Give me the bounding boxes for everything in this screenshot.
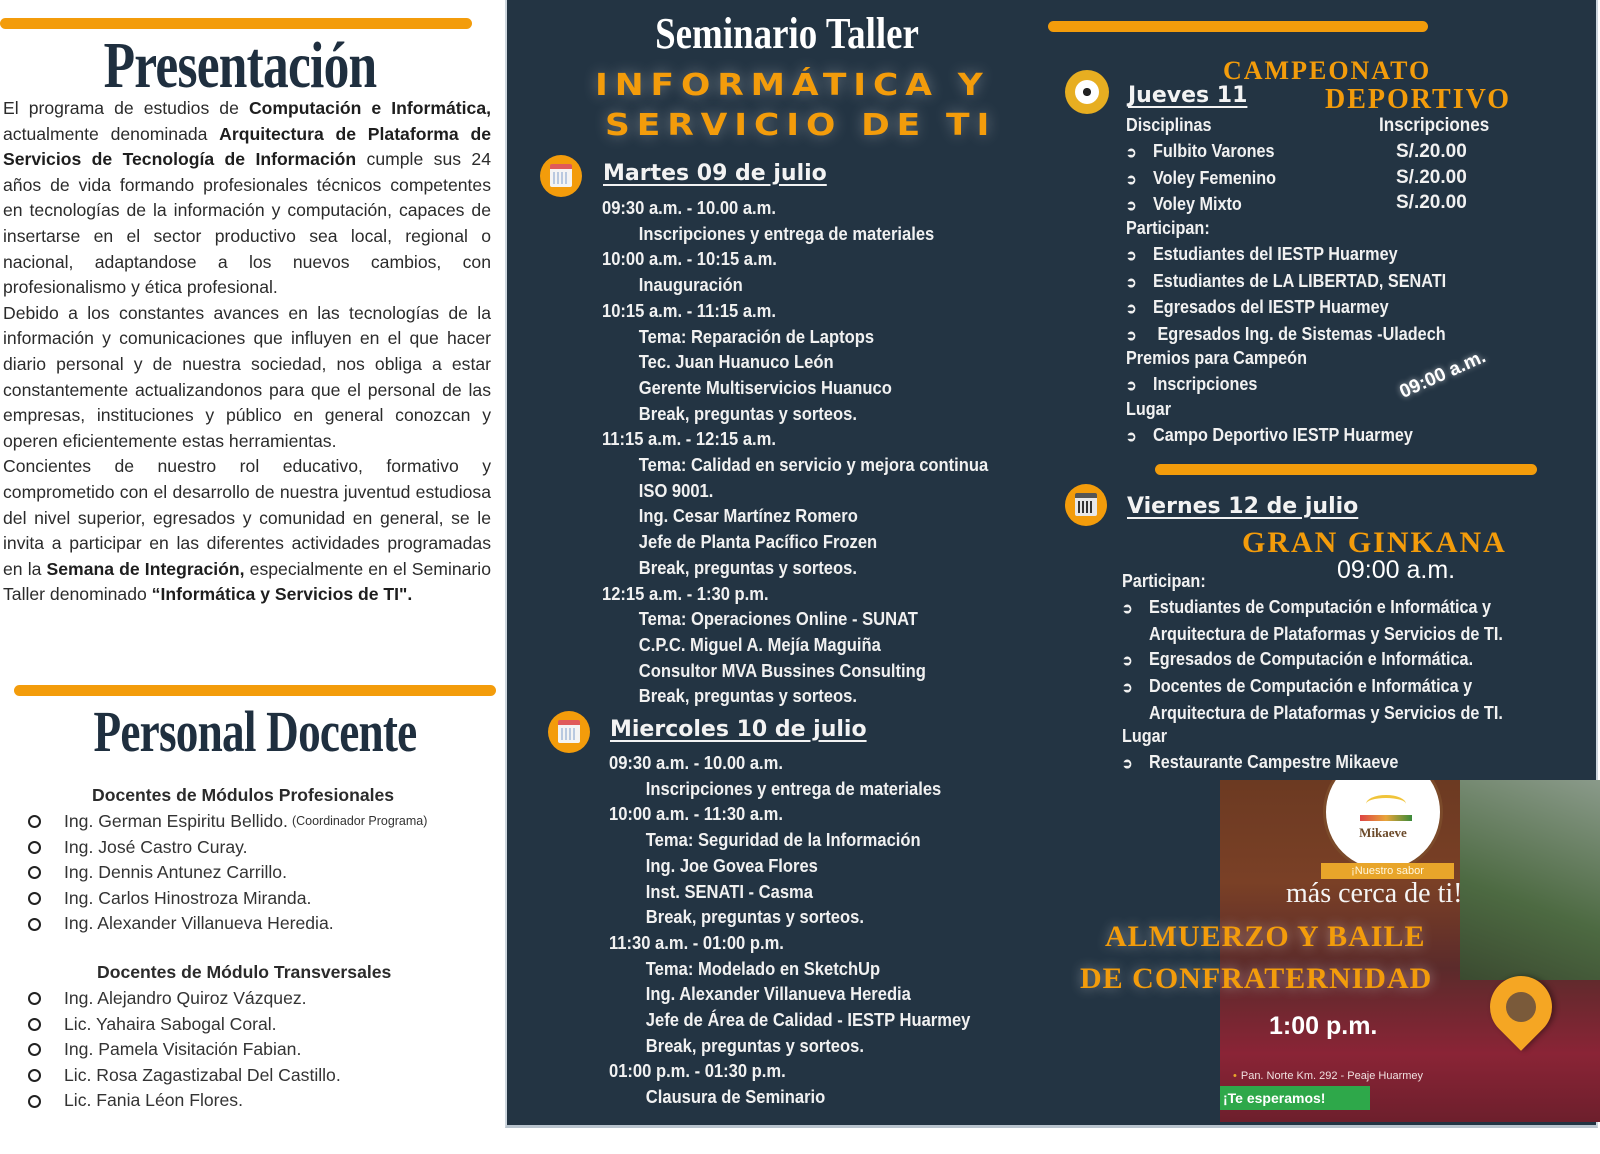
schedule-detail: Tema: Operaciones Online - SUNAT: [638, 609, 918, 630]
docente-name: Ing. Carlos Hinostroza Miranda.: [64, 887, 312, 908]
docente-name: Ing. Pamela Visitación Fabian.: [64, 1039, 302, 1060]
miercoles-schedule: [609, 751, 1002, 1111]
left-column: [0, 0, 500, 1154]
orange-divider: [1155, 464, 1537, 475]
schedule-detail: Tema: Reparación de Laptops: [638, 326, 875, 347]
paragraph-segment: especialmente en el Seminario Taller denominado: [3, 558, 491, 605]
schedule-time: 09:30 a.m. - 10.00 a.m.: [609, 753, 783, 773]
schedule-detail: Consultor MVA Bussines Consulting: [638, 660, 926, 681]
calendar-icon: [1065, 484, 1107, 526]
presentacion-paragraph: [3, 96, 491, 301]
disciplina-item: [1126, 166, 1276, 193]
arrow-icon: ➲: [1126, 170, 1137, 187]
schedule-detail: Inscripciones y entrega de materiales: [645, 778, 942, 799]
docente-item: [28, 911, 427, 937]
circle-bullet-icon: [28, 992, 41, 1005]
arrow-icon: ➲: [1126, 327, 1137, 344]
lugar-block: [1126, 397, 1176, 423]
docente-item: [28, 835, 427, 861]
disciplina-item: [1126, 139, 1276, 166]
circle-bullet-icon: [28, 841, 41, 854]
paragraph-segment: El programa de estudios de: [3, 98, 249, 118]
martes-schedule: [602, 196, 1022, 710]
lugar-list: [1126, 423, 1445, 450]
participante-item: [1126, 295, 1446, 322]
ginkana-participantes: [1122, 595, 1545, 727]
soccer-ball-icon: [1065, 70, 1109, 114]
ginkana-lugar-label: Lugar: [1122, 726, 1168, 746]
presentacion-text: [3, 96, 491, 608]
campeonato-title-line1: CAMPEONATO: [1223, 56, 1432, 85]
transversales-list: [28, 986, 341, 1114]
premio-item-text: Inscripciones: [1153, 374, 1258, 394]
paragraph-segment: Computación e Informática,: [248, 98, 491, 118]
arrow-icon: ➲: [1126, 428, 1137, 444]
arrow-icon: ➲: [1126, 247, 1137, 263]
transversales-heading: Docentes de Módulo Transversales: [97, 962, 392, 982]
arrow-icon: ➲: [1122, 754, 1133, 771]
ginkana-participante-cont: Arquitectura de Plataformas y Servicios de TI.: [1149, 623, 1503, 644]
arrow-icon: ➲: [1122, 600, 1133, 616]
schedule-detail: Break, preguntas y sorteos.: [645, 907, 864, 928]
fee-value: S/.20.00: [1396, 166, 1467, 188]
day-miercoles: Miercoles 10 de julio: [610, 717, 867, 742]
campeonato-participantes: [1126, 242, 1482, 349]
schedule-detail: ISO 9001.: [638, 480, 714, 501]
profesionales-list: [28, 809, 427, 937]
circle-bullet-icon: [28, 1043, 41, 1056]
participan-label: Participan:: [1126, 218, 1210, 238]
presentacion-paragraph: [3, 454, 491, 608]
disciplinas-list: [1126, 139, 1293, 219]
docente-name: Lic. Yahaira Sabogal Coral.: [64, 1013, 277, 1034]
schedule-detail: Jefe de Planta Pacífico Frozen: [638, 532, 878, 553]
disciplina-item-text: Voley Mixto: [1153, 194, 1242, 215]
profesionales-heading: Docentes de Módulos Profesionales: [92, 785, 395, 805]
fee-value: S/.20.00: [1396, 141, 1467, 162]
paragraph-segment: Arquitectura de Plataforma de Servicios de Tecnología de Información: [3, 123, 491, 170]
participante-item: [1126, 269, 1446, 296]
lugar-label: Lugar: [1126, 399, 1172, 419]
orange-divider: [1048, 21, 1428, 32]
disciplinas-label: Disciplinas: [1126, 115, 1212, 135]
schedule-detail: Tema: Calidad en servicio y mejora continua: [638, 455, 989, 476]
docente-name: Ing. Dennis Antunez Carrillo.: [64, 862, 287, 883]
schedule-time: 10:15 a.m. - 11:15 a.m.: [602, 300, 776, 321]
paragraph-segment: cumple sus 24 años de vida formando profesionales técnicos competentes en tecnologías de la información y computación, capaces de insertarse en el sector productivo sea local, regional o nacional, adaptandose a los nuevos cambios, con profesionalismo y ética profesional.: [3, 149, 491, 298]
docente-item: [28, 1063, 341, 1089]
ginkana-participante: [1122, 595, 1503, 622]
calendar-icon: [540, 155, 582, 197]
ginkana-participante: [1122, 674, 1503, 701]
lugar-item: [1126, 423, 1413, 450]
docente-item: [28, 860, 427, 886]
day-viernes: Viernes 12 de julio: [1127, 494, 1359, 519]
schedule-time: 09:30 a.m. - 10.00 a.m.: [602, 198, 776, 218]
premios-label: Premios para Campeón: [1126, 348, 1307, 368]
schedule-detail: Ing. Alexander Villanueva Heredia: [645, 984, 911, 1005]
circle-bullet-icon: [28, 1018, 41, 1031]
schedule-detail: Break, preguntas y sorteos.: [645, 1035, 864, 1056]
schedule-detail: Jefe de Área de Calidad - IESTP Huarmey: [645, 1010, 971, 1031]
arrow-icon: ➲: [1126, 144, 1137, 160]
docente-item: [28, 809, 427, 835]
schedule-time: 01:00 p.m. - 01:30 p.m.: [609, 1061, 786, 1082]
ginkana-participante-text: Egresados de Computación e Informática.: [1149, 649, 1474, 670]
docente-note: (Coordinador Programa): [291, 814, 428, 828]
arrow-icon: ➲: [1122, 652, 1133, 669]
ginkana-participante-cont: Arquitectura de Plataformas y Servicios de TI.: [1149, 702, 1503, 723]
docente-name: Ing. German Espiritu Bellido.: [64, 811, 288, 831]
docente-item: [28, 1012, 341, 1038]
ginkana-participante-text: Docentes de Computación e Informática y: [1149, 676, 1473, 697]
schedule-detail: Inauguración: [638, 275, 743, 296]
docente-item: [28, 886, 427, 912]
seminario-title: Seminario Taller: [655, 9, 919, 58]
docente-name: Ing. Alejandro Quiroz Vázquez.: [64, 988, 307, 1008]
personal-docente-title: Personal Docente: [93, 699, 417, 764]
campeonato-list: [1126, 113, 1221, 139]
docente-item: [28, 1037, 341, 1063]
arrow-icon: ➲: [1126, 300, 1137, 317]
disciplina-item-text: Voley Femenino: [1153, 167, 1277, 188]
disciplina-item-text: Fulbito Varones: [1153, 141, 1275, 161]
schedule-detail: Gerente Multiservicios Huanuco: [638, 377, 892, 398]
paragraph-segment: Concientes de nuestro rol educativo, formativo y comprometido con el desarrollo de nuestra juventud estudiosa del nivel superior, egresados y comunidad en general, se le invita a participar en las diferentes actividades programadas en la: [3, 456, 491, 579]
almuerzo-time: 1:00 p.m.: [1269, 1012, 1378, 1040]
campeonato-time: 09:00 a.m.: [1396, 346, 1490, 403]
ginkana-lugar-block: [1122, 724, 1429, 776]
schedule-time: 12:15 a.m. - 1:30 p.m.: [602, 583, 769, 604]
docente-name: Lic. Rosa Zagastizabal Del Castillo.: [64, 1064, 341, 1085]
participante-item: [1126, 322, 1446, 349]
ginkana-participan-label: Participan:: [1122, 571, 1206, 591]
schedule-detail: Inscripciones y entrega de materiales: [638, 223, 935, 244]
paragraph-segment: actualmente denominada: [3, 123, 220, 144]
circle-bullet-icon: [28, 815, 41, 828]
docente-item: [28, 1088, 341, 1114]
ad-slogan: más cerca de ti!: [1286, 878, 1463, 909]
arrow-icon: ➲: [1122, 679, 1133, 696]
participante-item-text: Egresados del IESTP Huarmey: [1153, 297, 1389, 318]
ad-address: • Pan. Norte Km. 292 - Peaje Huarmey: [1233, 1070, 1423, 1082]
schedule-detail: Clausura de Seminario: [645, 1087, 826, 1108]
schedule-detail: Ing. Joe Govea Flores: [645, 855, 818, 876]
paragraph-segment: Semana de Integración,: [46, 558, 245, 579]
schedule-time: 10:00 a.m. - 10:15 a.m.: [602, 249, 777, 270]
paragraph-segment: “Informática y Servicios de TI".: [151, 584, 413, 605]
schedule-time: 11:15 a.m. - 12:15 a.m.: [602, 429, 776, 450]
schedule-detail: Break, preguntas y sorteos.: [638, 403, 857, 424]
seminario-subtitle-line1: INFORMÁTICA Y: [595, 68, 990, 103]
circle-bullet-icon: [28, 1095, 41, 1108]
ginkana-participante-text: Estudiantes de Computación e Informática y: [1149, 597, 1492, 617]
seminario-subtitle-line2: SERVICIO DE TI: [605, 108, 997, 143]
arrow-icon: ➲: [1126, 197, 1137, 214]
participante-item-text: Estudiantes del IESTP Huarmey: [1153, 244, 1398, 264]
docente-name: Lic. Fania Léon Flores.: [64, 1090, 243, 1111]
circle-bullet-icon: [28, 1069, 41, 1082]
schedule-detail: C.P.C. Miguel A. Mejía Maguiña: [638, 634, 881, 655]
ginkana-time: 09:00 a.m.: [1337, 556, 1456, 584]
day-jueves: Jueves 11: [1128, 83, 1248, 108]
premios-list: [1126, 372, 1272, 399]
ad-cta: ¡Te esperamos!: [1220, 1086, 1370, 1110]
participan-block: [1126, 216, 1219, 242]
docente-name: Ing. Alexander Villanueva Heredia.: [64, 913, 334, 934]
day-martes: Martes 09 de julio: [603, 161, 827, 186]
ginkana-title: GRAN GINKANA: [1242, 526, 1507, 559]
schedule-detail: Tema: Modelado en SketchUp: [645, 958, 881, 979]
schedule-detail: Ing. Cesar Martínez Romero: [638, 506, 858, 527]
schedule-time: 11:30 a.m. - 01:00 p.m.: [609, 932, 784, 953]
arrow-icon: ➲: [1126, 273, 1137, 290]
fee-value: S/.20.00: [1396, 192, 1467, 214]
ginkana-lugar-item: ➲ Restaurante Campestre Mikaeve: [1122, 750, 1398, 777]
schedule-detail: Tec. Juan Huanuco León: [638, 352, 834, 373]
presentacion-paragraph: [3, 301, 491, 455]
ginkana-participante: [1122, 647, 1503, 674]
schedule-detail: Break, preguntas y sorteos.: [638, 557, 857, 578]
docente-name: Ing. José Castro Curay.: [64, 836, 248, 857]
presentacion-title: Presentación: [103, 29, 377, 102]
participante-item-text: Egresados Ing. de Sistemas -Uladech: [1153, 324, 1446, 345]
premio-item: [1126, 372, 1257, 399]
almuerzo-title-line2: DE CONFRATERNIDAD: [1080, 962, 1433, 995]
circle-bullet-icon: [28, 892, 41, 905]
ginkana-participan: [1122, 569, 1215, 595]
participante-item-text: Estudiantes de LA LIBERTAD, SENATI: [1153, 270, 1447, 291]
docente-item: [28, 986, 341, 1012]
schedule-detail: Tema: Seguridad de la Información: [645, 830, 921, 851]
calendar-icon: [548, 711, 590, 753]
premios-block: [1126, 346, 1327, 372]
paragraph-segment: Debido a los constantes avances en las tecnologías de la información y comunicaciones que influyen en el que hacer diario personal y de nuestra sociedad, nos obliga a estar constantemente actualizandonos para que el personal de las empresas, instituciones y público en general conozcan y operen eficientemente estas herramientas.: [3, 302, 491, 451]
circle-bullet-icon: [28, 866, 41, 879]
arrow-icon: ➲: [1126, 377, 1137, 393]
program-panel: [505, 0, 1598, 1128]
inscripciones-label: Inscripciones: [1379, 115, 1490, 136]
schedule-detail: Break, preguntas y sorteos.: [638, 686, 857, 707]
lugar-item-text: Campo Deportivo IESTP Huarmey: [1153, 425, 1413, 445]
mikaeve-logo: Mikaeve: [1323, 780, 1443, 872]
ad-tagline: ¡Nuestro sabor: [1321, 863, 1454, 879]
orange-divider: [14, 685, 496, 696]
campeonato-title-line2: DEPORTIVO: [1325, 84, 1512, 115]
participante-item: [1126, 242, 1446, 269]
schedule-time: 10:00 a.m. - 11:30 a.m.: [609, 804, 783, 825]
almuerzo-title-line1: ALMUERZO Y BAILE: [1105, 920, 1426, 953]
circle-bullet-icon: [28, 918, 41, 931]
schedule-detail: Inst. SENATI - Casma: [645, 881, 813, 902]
